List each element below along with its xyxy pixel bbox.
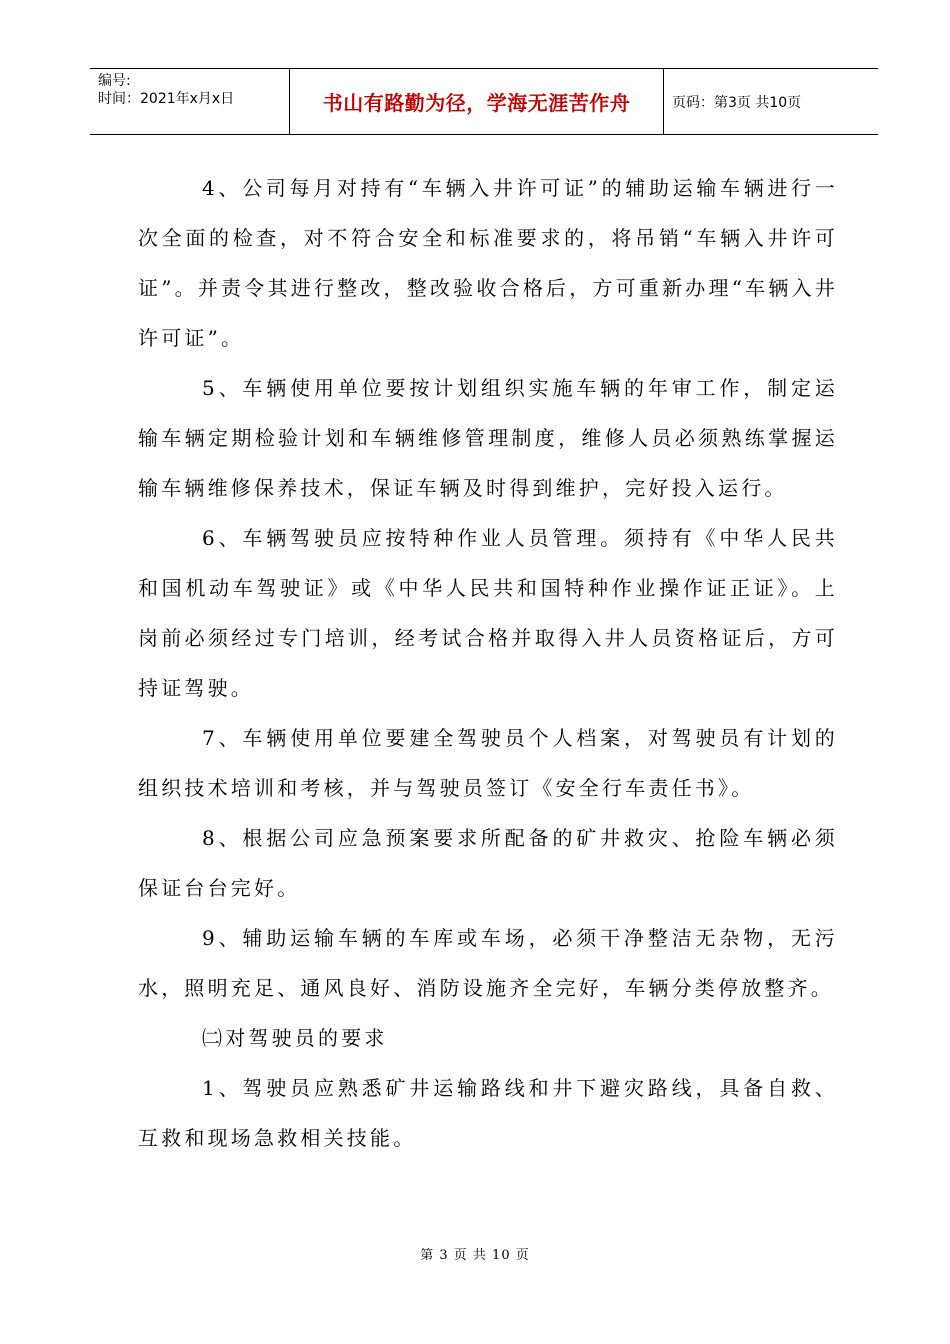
header-page-cell bbox=[664, 69, 878, 134]
paragraph-7: 7、车辆使用单位要建全驾驶员个人档案，对驾驶员有计划的组织技术培训和考核，并与驾驶员签订《安全行车责任书》。 bbox=[138, 726, 838, 800]
paragraph-9: 9、辅助运输车辆的车库或车场，必须干净整洁无杂物，无污水，照明充足、通风良好、消防设施齐全完好，车辆分类停放整齐。 bbox=[138, 926, 838, 1000]
header-page-label: 页码：第3页 共10页 bbox=[672, 94, 802, 111]
paragraph-4: 4、公司每月对持有“车辆入井许可证”的辅助运输车辆进行一次全面的检查，对不符合安全和标准要求的，将吊销“车辆入井许可证”。并责令其进行整改，整改验收合格后，方可重新办理“车辆入井许可证”。 bbox=[138, 176, 838, 350]
paragraph-5: 5、车辆使用单位要按计划组织实施车辆的年审工作，制定运输车辆定期检验计划和车辆维修管理制度，维修人员必须熟练掌握运输车辆维修保养技术，保证车辆及时得到维护，完好投入运行。 bbox=[138, 376, 838, 500]
document-number-label: 编号: bbox=[98, 73, 131, 89]
page-header bbox=[90, 68, 878, 135]
section-heading-driver-requirements: ㈡对驾驶员的要求 bbox=[202, 1026, 388, 1050]
header-motto: 书山有路勤为径，学海无涯苦作舟 bbox=[322, 91, 631, 115]
paragraph-8: 8、根据公司应急预案要求所配备的矿井救灾、抢险车辆必须保证台台完好。 bbox=[138, 826, 838, 900]
paragraph-driver-1: 1、驾驶员应熟悉矿井运输路线和井下避灾路线，具备自救、互救和现场急救相关技能。 bbox=[138, 1076, 838, 1150]
page-footer: 第 3 页 共 10 页 bbox=[420, 1248, 530, 1263]
header-motto-cell bbox=[290, 69, 664, 134]
document-time-label: 时间：2021年x月x日 bbox=[98, 91, 235, 107]
paragraph-6: 6、车辆驾驶员应按特种作业人员管理。须持有《中华人民共和国机动车驾驶证》或《中华人民共和国特种作业操作证正证》。上岗前必须经过专门培训，经考试合格并取得入井人员资格证后，方可持证驾驶。 bbox=[138, 526, 838, 700]
document-body bbox=[138, 163, 838, 1163]
header-meta bbox=[90, 69, 290, 134]
